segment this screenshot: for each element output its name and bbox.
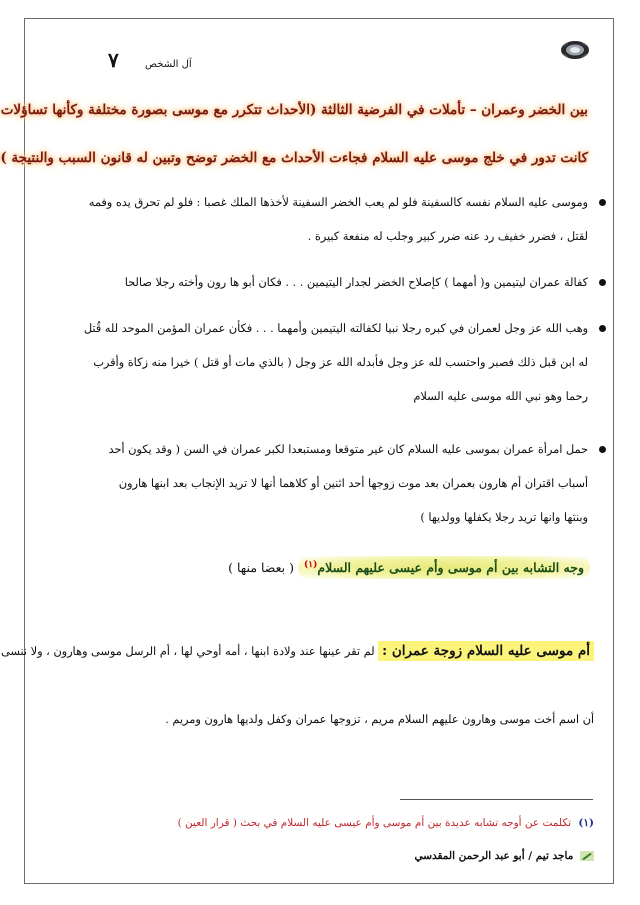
similarity-heading bbox=[298, 556, 590, 579]
page-number: ٧ bbox=[108, 48, 119, 72]
signature-text: ماجد تيم / أبو عبد الرحمن المقدسي bbox=[414, 850, 574, 862]
headline-line-1: بين الخضر وعمران – تأملات في الفرضية الثالثة (الأحداث تتكرر مع موسى بصورة مختلفة وكأنها تساؤلات bbox=[0, 102, 588, 118]
bullet-line: رحما وهو نبي الله موسى عليه السلام bbox=[413, 390, 588, 403]
bullet-line: وهب الله عز وجل لعمران في كبره رجلا نبيا لكفالته اليتيمين وأمهما . . . فكأن عمران المؤمن الموحد لله قُتل bbox=[52, 312, 588, 346]
similarity-note: ( بعضا منها ) bbox=[228, 560, 294, 576]
bullet-line: لقتل ، فضرر خفيف رد عنه ضرر كبير وجلب له منفعة كبيرة . bbox=[307, 230, 588, 243]
section-title: آل الشخص bbox=[145, 59, 192, 70]
bullet-line: وموسى عليه السلام نفسه كالسفينة فلو لم يعب الخضر السفينة لأخذها الملك غصبا : فلو لم تحرق يده وفمه bbox=[52, 186, 588, 220]
author-signature bbox=[414, 850, 594, 862]
footnote-text: تكلمت عن أوجه تشابه عديدة بين أم موسى وأم عيسى عليه السلام في بحث ( قرار العين ) bbox=[177, 817, 572, 829]
bullet-line: حمل امرأة عمران بموسى عليه السلام كان غير متوقعا ومستبعدا لكبر عمران في السن ( وقد يكون أحد bbox=[52, 433, 588, 467]
headline-line-2: كانت تدور في خلج موسى عليه السلام فجاءت الأحداث مع الخضر توضح وتبين له قانون السبب والنتيجة ) bbox=[0, 150, 588, 166]
umm-musa-label: أم موسى عليه السلام زوجة عمران : bbox=[378, 641, 594, 661]
footnote-ref: (١) bbox=[303, 560, 318, 570]
umm-musa-line-2: أن اسم أخت موسى وهارون عليهم السلام مريم ، تزوجها عمران وكفل ولديها هارون ومريم . bbox=[165, 713, 594, 726]
bullet-line: له ابن قبل ذلك فصبر واحتسب لله عز وجل فأبدله الله عز وجل ( بالذي مات أو قتل ) خيرا منه زكاة وأقرب bbox=[93, 356, 588, 369]
footnote-divider bbox=[400, 799, 593, 800]
bullet-line: كفالة عمران ليتيمين و( أمهما ) كإصلاح الخضر لجدار اليتيمين . . . فكان أبو ها رون وأخته رجلا صالحا bbox=[52, 266, 588, 300]
pen-icon bbox=[580, 851, 594, 861]
bullet-item bbox=[52, 186, 588, 254]
bullet-item bbox=[52, 312, 588, 414]
similarity-section bbox=[228, 560, 590, 575]
logo-icon bbox=[560, 40, 590, 60]
bullet-line: وبنتها وانها تريد رجلا يكفلها وولديها ) bbox=[420, 511, 588, 524]
umm-musa-text: لم تقر عينها عند ولادة ابنها ، أمه أوحي لها ، أم الرسل موسى وهارون ، ولا ننسى bbox=[0, 645, 375, 658]
umm-musa-paragraph bbox=[1, 643, 594, 659]
bullet-line: أسباب اقتران أم هارون بعمران بعد موت زوجها أحد اثنين أو كلاهما أنها لا تريد الإنجاب بعد ابنها هارون bbox=[118, 477, 588, 490]
bullet-item bbox=[52, 266, 588, 300]
similarity-heading-text: وجه التشابه بين أم موسى وأم عيسى عليهم السلام bbox=[317, 560, 584, 576]
footnote-number: (١) bbox=[578, 817, 594, 829]
footnote bbox=[178, 817, 594, 829]
bullet-item bbox=[52, 433, 588, 535]
